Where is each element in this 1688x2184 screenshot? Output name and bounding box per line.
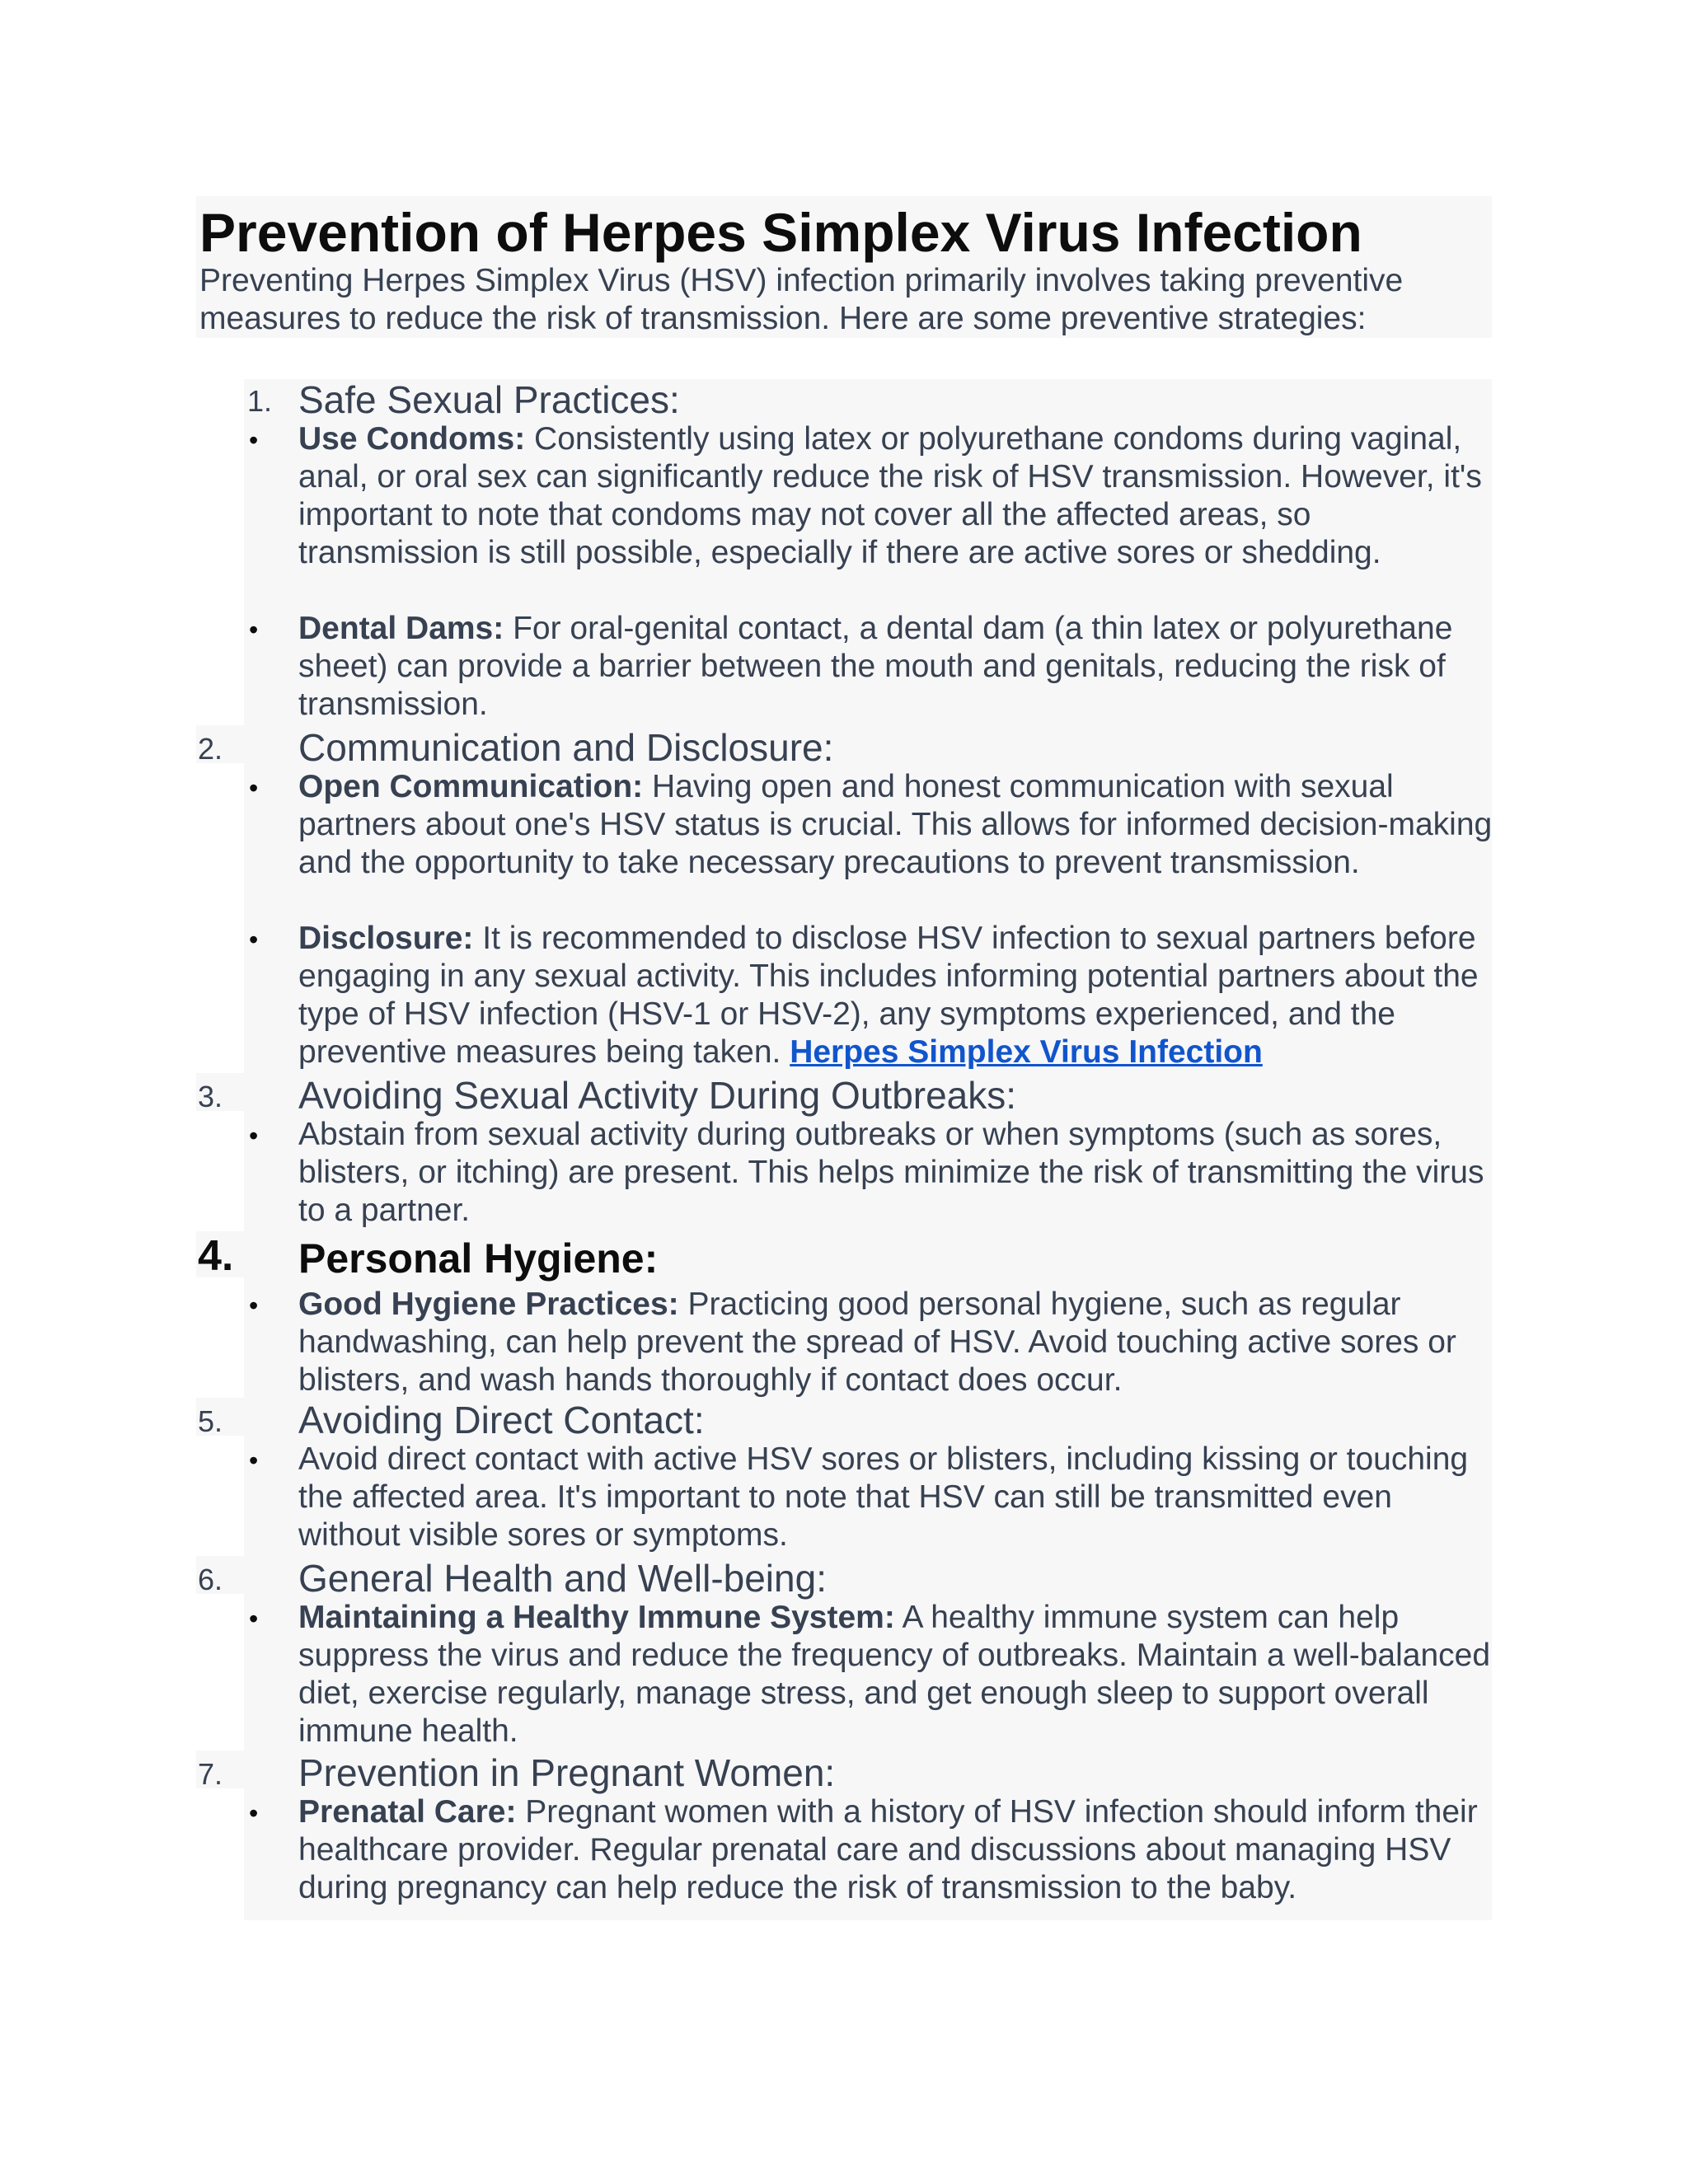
- bullet-dot: •: [249, 1291, 259, 1320]
- bullet-text: For oral-genital contact, a dental dam (a thin latex or polyurethane sheet) can provide a barrier between the mouth and genitals, reducing the risk of transmission.: [298, 611, 1453, 722]
- bullet-text: A healthy immune system can help suppress the virus and reduce the frequency of outbreaks. Maintain a well-balanced diet, exercise regularly, manage stress, and get enough sleep to support overall immune health.: [298, 1600, 1491, 1749]
- bullet-dot: •: [249, 615, 259, 644]
- intro-paragraph: Preventing Herpes Simplex Virus (HSV) infection primarily involves taking preventive measures to reduce the risk of transmission. Here are some preventive strategies:: [199, 263, 1404, 336]
- bullet-paragraph: [298, 1441, 1493, 1554]
- section-heading: General Health and Well-being:: [298, 1557, 827, 1600]
- bullet-text: Practicing good personal hygiene, such as regular handwashing, can help prevent the spread of HSV. Avoid touching active sores or blisters, and wash hands thoroughly if contact does occur.: [298, 1286, 1456, 1398]
- bullet-paragraph: [298, 610, 1493, 724]
- bullet-paragraph: [298, 768, 1493, 882]
- section-heading: Personal Hygiene:: [298, 1235, 659, 1282]
- bullet-paragraph: [298, 1116, 1493, 1230]
- bullet-dot: •: [249, 1446, 259, 1475]
- bullet-text: Having open and honest communication with sexual partners about one's HSV status is crucial. This allows for informed decision-making and the opportunity to take necessary precautions to prevent transmission.: [298, 769, 1493, 880]
- bullet-label: Good Hygiene Practices:: [298, 1286, 679, 1322]
- bullet-dot: •: [249, 773, 259, 803]
- page-title: Prevention of Herpes Simplex Virus Infection: [199, 202, 1362, 263]
- bullet-paragraph: [298, 1286, 1493, 1399]
- bullet-paragraph: [298, 420, 1493, 572]
- bullet-label: Open Communication:: [298, 769, 644, 804]
- bullet-text: Avoid direct contact with active HSV sores or blisters, including kissing or touching the affected area. It's important to note that HSV can still be transmitted even without visible sores or symptoms.: [298, 1441, 1469, 1553]
- section-heading: Safe Sexual Practices:: [298, 378, 680, 421]
- bullet-label: Dental Dams:: [298, 611, 504, 646]
- bullet-text: Consistently using latex or polyurethane condoms during vaginal, anal, or oral sex can significantly reduce the risk of HSV transmission. However, it's important to note that condoms may not cover all the affected areas, so transmission is still possible, especially if there are active sores or shedding.: [298, 421, 1482, 570]
- section-heading: Prevention in Pregnant Women:: [298, 1751, 836, 1794]
- bullet-label: Prenatal Care:: [298, 1794, 517, 1830]
- bullet-paragraph: [298, 920, 1493, 1071]
- section-number: 1.: [247, 384, 273, 418]
- section-number: 6.: [198, 1563, 223, 1596]
- section-heading: Avoiding Direct Contact:: [298, 1399, 705, 1441]
- section-number: 7.: [198, 1757, 223, 1791]
- bullet-dot: •: [249, 425, 259, 455]
- section-number: 3.: [198, 1080, 223, 1113]
- section-number: 5.: [198, 1404, 223, 1438]
- bullet-label: Maintaining a Healthy Immune System:: [298, 1600, 895, 1635]
- bullet-paragraph: [298, 1599, 1493, 1750]
- bullet-dot: •: [249, 1121, 259, 1151]
- section-number: 2.: [198, 732, 223, 766]
- bullet-label: Use Condoms:: [298, 421, 526, 457]
- bullet-dot: •: [249, 1798, 259, 1828]
- bullet-text: Pregnant women with a history of HSV infection should inform their healthcare provider. Regular prenatal care and discussions about managing HSV during pregnancy can help reduce the risk of transmission to the baby.: [298, 1794, 1478, 1905]
- bullet-paragraph: [298, 1793, 1493, 1907]
- section-heading: Avoiding Sexual Activity During Outbreaks:: [298, 1074, 1017, 1117]
- bullet-text: Abstain from sexual activity during outbreaks or when symptoms (such as sores, blisters, or itching) are present. This helps minimize the risk of transmitting the virus to a partner.: [298, 1117, 1484, 1228]
- bullet-text: It is recommended to disclose HSV infection to sexual partners before engaging in any sexual activity. This includes informing potential partners about the type of HSV infection (HSV-1 or HSV-2), any symptoms experienced, and the preventive measures being taken.: [298, 921, 1479, 1070]
- section-heading: Communication and Disclosure:: [298, 726, 834, 769]
- bullet-label: Disclosure:: [298, 921, 474, 956]
- herpes-infection-link[interactable]: Herpes Simplex Virus Infection: [790, 1034, 1263, 1070]
- bullet-dot: •: [249, 1604, 259, 1633]
- section-number: 4.: [198, 1232, 234, 1280]
- bullet-dot: •: [249, 925, 259, 954]
